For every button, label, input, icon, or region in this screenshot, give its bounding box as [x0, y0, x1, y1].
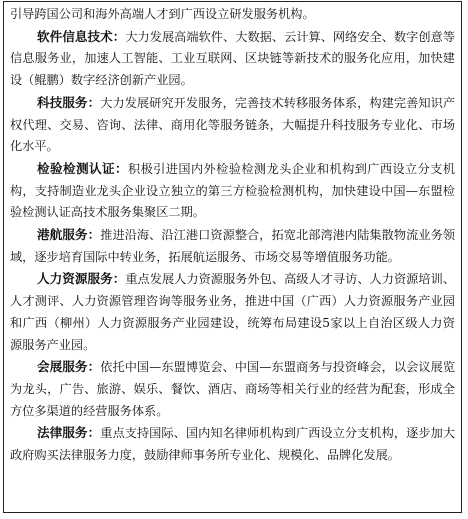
heading-human-resources: 人力资源服务： — [37, 271, 126, 287]
body-port-shipping: 推进沿海、沿江港口资源整合，拓宽北部湾港内陆集散物流业务领域，逐步培育国际中转业务，拓展航运服务、市场交易等增值服务功能。 — [10, 228, 456, 264]
paragraph-human-resources — [10, 268, 455, 356]
paragraph-exhibition — [10, 356, 455, 422]
paragraph-port-shipping — [10, 224, 455, 268]
body-legal: 重点支持国际、国内知名律师机构到广西设立分支机构，逐步加大政府购买法律服务力度，鼓励律师事务所专业化、规模化、品牌化发展。 — [10, 426, 456, 463]
intro-line: 引导跨国公司和海外高端人才到广西设立研发服务机构。 — [10, 7, 315, 21]
body-exhibition: 依托中国—东盟博览会、中国—东盟商务与投资峰会，以会议展览为龙头，广告、旅游、娱乐、餐饮、酒店、商场等相关行业的经营为配套，形成全方位多渠道的经营服务体系。 — [10, 360, 456, 418]
heading-legal: 法律服务： — [37, 425, 101, 441]
heading-tech-services: 科技服务： — [37, 94, 101, 110]
paragraph-software — [10, 26, 455, 92]
text-box — [3, 1, 462, 513]
body-human-resources: 重点发展人力资源服务外包、高级人才寻访、人力资源培训、人才测评、人力资源管理咨询等服务业务，推进中国（广西）人力资源服务产业园和广西（柳州）人力资源服务产业园建设，统筹布局建设5家以上自治区级人力资源服务产业园。 — [10, 272, 456, 352]
paragraph-inspection — [10, 158, 455, 224]
heading-inspection: 检验检测认证： — [37, 160, 128, 176]
heading-port-shipping: 港航服务： — [37, 227, 101, 243]
body-software: 大力发展高端软件、大数据、云计算、网络安全、数字创意等信息服务业，加速人工智能、工业互联网、区块链等新技术的服务化应用，加快建设（鲲鹏）数字经济创新产业园。 — [10, 29, 456, 88]
body-inspection: 积极引进国内外检验检测龙头企业和机构到广西设立分支机构，支持制造业龙头企业设立独立的第三方检验检测机构，加快建设中国—东盟检验检测认证高技术服务集聚区二期。 — [10, 161, 456, 220]
paragraph-legal — [10, 422, 455, 466]
paragraph-tech-services — [10, 92, 455, 158]
heading-software: 软件信息技术： — [37, 28, 126, 44]
heading-exhibition: 会展服务： — [37, 359, 101, 375]
body-tech-services: 大力发展研究开发服务，完善技术转移服务体系，构建完善知识产权代理、交易、咨询、法律、商用化等服务链条，大幅提升科技服务专业化、市场化水平。 — [10, 95, 456, 154]
